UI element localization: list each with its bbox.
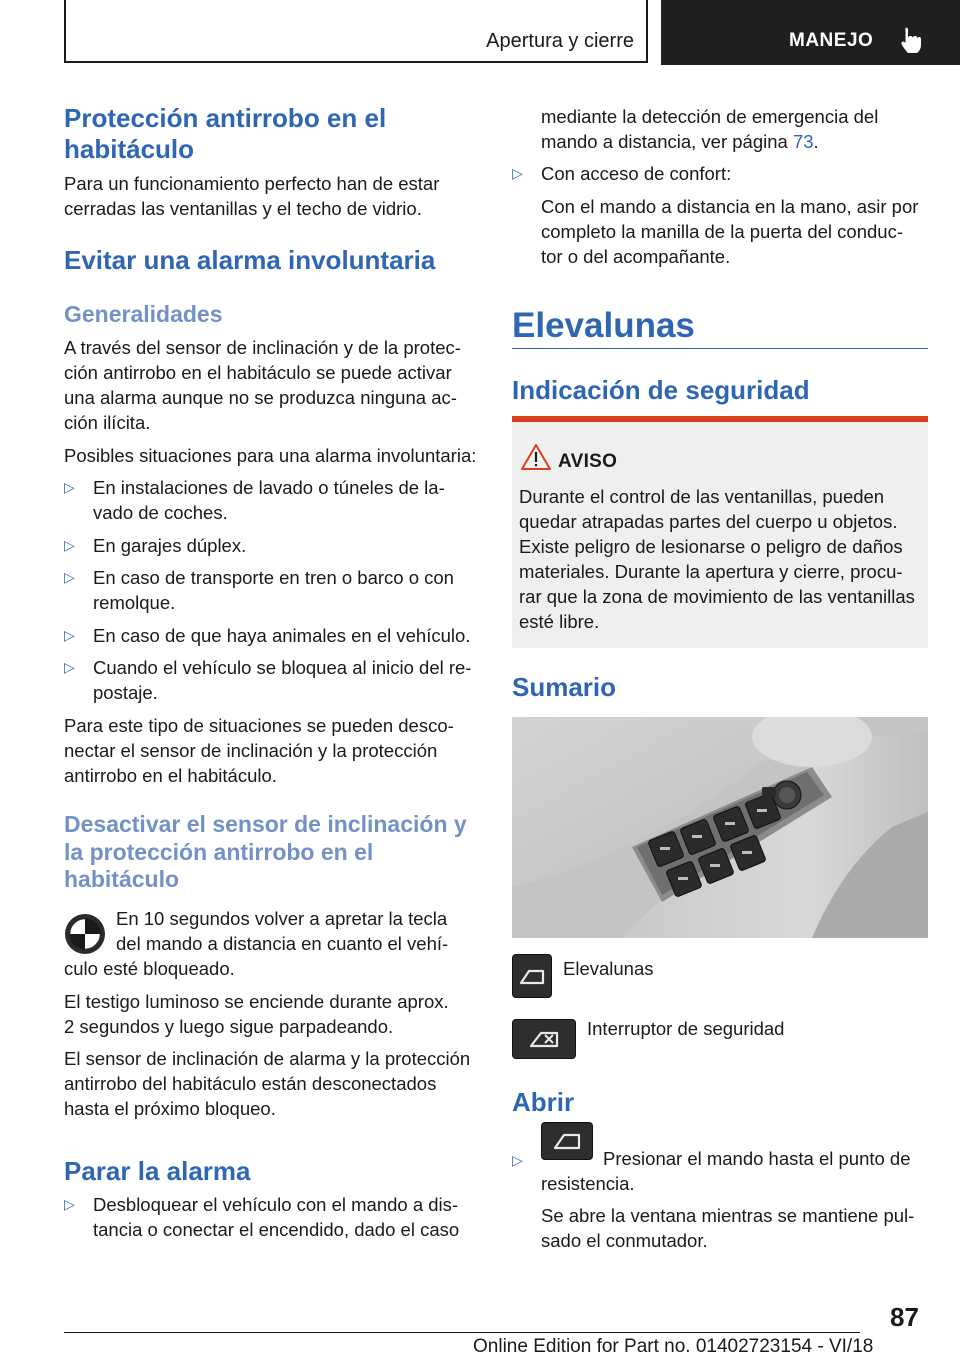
heading-parar-alarma: Parar la alarma [64, 1156, 251, 1186]
paragraph-segundos-l1: En 10 segundos volver a apretar la tecla [116, 908, 448, 929]
window-switch-icon [541, 1122, 593, 1160]
paragraph-testigo: El testigo luminoso se enciende durante aprox. 2 segundos y luego sigue parpadeando. [64, 991, 449, 1037]
paragraph-generalidades: A través del sensor de inclinación y de la protec‐ ción antirrobo en el habitáculo se puede activar una alarma aunque no se produzca ninguna ac‐ ción ilícita. [64, 337, 461, 433]
bullet-triangle-icon: ▷ [512, 165, 523, 181]
bullet-triangle-icon: ▷ [512, 1152, 523, 1168]
header-section-box [64, 0, 648, 63]
paragraph-proteccion: Para un funcionamiento perfecto han de estar cerradas las ventanillas y el techo de vidrio. [64, 173, 440, 219]
heading-desactivar-sensor: Desactivar el sensor de inclinación y la protección antirrobo en el habitáculo [64, 811, 467, 892]
warning-title: AVISO [558, 451, 618, 472]
paragraph-continuation-l2: mando a distancia, ver página 73. [541, 131, 819, 152]
pointing-hand-icon [899, 26, 921, 54]
list-item: ▷ Desbloquear el vehículo con el mando a dis‐ tancia o conectar el encendido, dado el caso [64, 1194, 460, 1240]
paragraph-sensor-desconectado: El sensor de inclinación de alarma y la protección antirrobo del habitáculo están desconectados hasta el próximo bloqueo. [64, 1048, 471, 1119]
paragraph-confort: Con el mando a distancia en la mano, asir por completo la manilla de la puerta del conduc‐ tor o del acompañante. [541, 196, 919, 267]
paragraph-segundos-l3: culo esté bloqueado. [64, 958, 235, 979]
page-link[interactable]: 73 [792, 131, 814, 152]
legend-interruptor: Interruptor de seguridad [587, 1018, 785, 1039]
heading-elevalunas-main: Elevalunas [512, 306, 695, 345]
bullet-triangle-icon: ▷ [64, 659, 75, 675]
chapter-tab-label: MANEJO [789, 30, 874, 51]
page-number: 87 [890, 1302, 919, 1332]
safety-switch-icon [512, 1019, 576, 1059]
warning-body: Durante el control de las ventanillas, pueden quedar atrapadas partes del cuerpo u objetos. Existe peligro de lesionarse o peligro de daños materiales. Durante la apertura y cierre, procu‐ rar que la zona de movimiento de las ventanillas esté libre. [519, 486, 915, 632]
window-switch-icon [512, 954, 552, 998]
bullet-triangle-icon: ▷ [64, 537, 75, 553]
warning-box [512, 416, 928, 648]
warning-triangle-icon [521, 444, 551, 470]
list-item: ▷ En caso de que haya animales en el vehículo. [64, 625, 471, 646]
heading-divider [512, 348, 928, 349]
list-item: ▷ En caso de transporte en tren o barco o con remolque. [64, 567, 454, 613]
footer-rule [64, 1332, 860, 1333]
heading-generalidades: Generalidades [64, 301, 223, 327]
heading-indicacion-seguridad: Indicación de seguridad [512, 375, 810, 405]
heading-evitar-alarma: Evitar una alarma involuntaria [64, 245, 436, 275]
paragraph-continuation-l1: mediante la detección de emergencia del [541, 106, 879, 127]
bullet-triangle-icon: ▷ [64, 1196, 75, 1212]
paragraph-segundos-l2: del mando a distancia en cuanto el vehí‐ [116, 933, 449, 954]
paragraph-para-este: Para este tipo de situaciones se pueden desco‐ nectar el sensor de inclinación y la protección antirrobo en el habitáculo. [64, 715, 454, 786]
list-item: ▷ En instalaciones de lavado o túneles de la‐ vado de coches. [64, 477, 445, 523]
list-item: ▷ Cuando el vehículo se bloquea al inicio del re‐ postaje. [64, 657, 472, 703]
list-item: ▷ Presionar el mando hasta el punto de resistencia. [512, 1122, 928, 1182]
list-item: ▷ En garajes dúplex. [64, 535, 247, 556]
header-section-title: Apertura y cierre [486, 30, 634, 52]
footer-edition: Online Edition for Part no. 01402723154 - VI/18 [473, 1336, 874, 1357]
bullet-triangle-icon: ▷ [64, 627, 75, 643]
bmw-key-button-icon [64, 913, 106, 955]
door-switch-photo [512, 717, 928, 938]
legend-elevalunas: Elevalunas [563, 958, 654, 979]
heading-sumario: Sumario [512, 672, 617, 702]
paragraph-posibles: Posibles situaciones para una alarma involuntaria: [64, 445, 477, 466]
bullet-triangle-icon: ▷ [64, 569, 75, 585]
heading-abrir: Abrir [512, 1087, 575, 1117]
paragraph-se-abre: Se abre la ventana mientras se mantiene pul‐ sado el conmutador. [541, 1205, 915, 1251]
list-item: ▷ Con acceso de confort: [512, 163, 732, 184]
chapter-tab[interactable] [661, 0, 960, 65]
heading-proteccion: Protección antirrobo en el habitáculo [64, 103, 387, 164]
bullet-triangle-icon: ▷ [64, 479, 75, 495]
